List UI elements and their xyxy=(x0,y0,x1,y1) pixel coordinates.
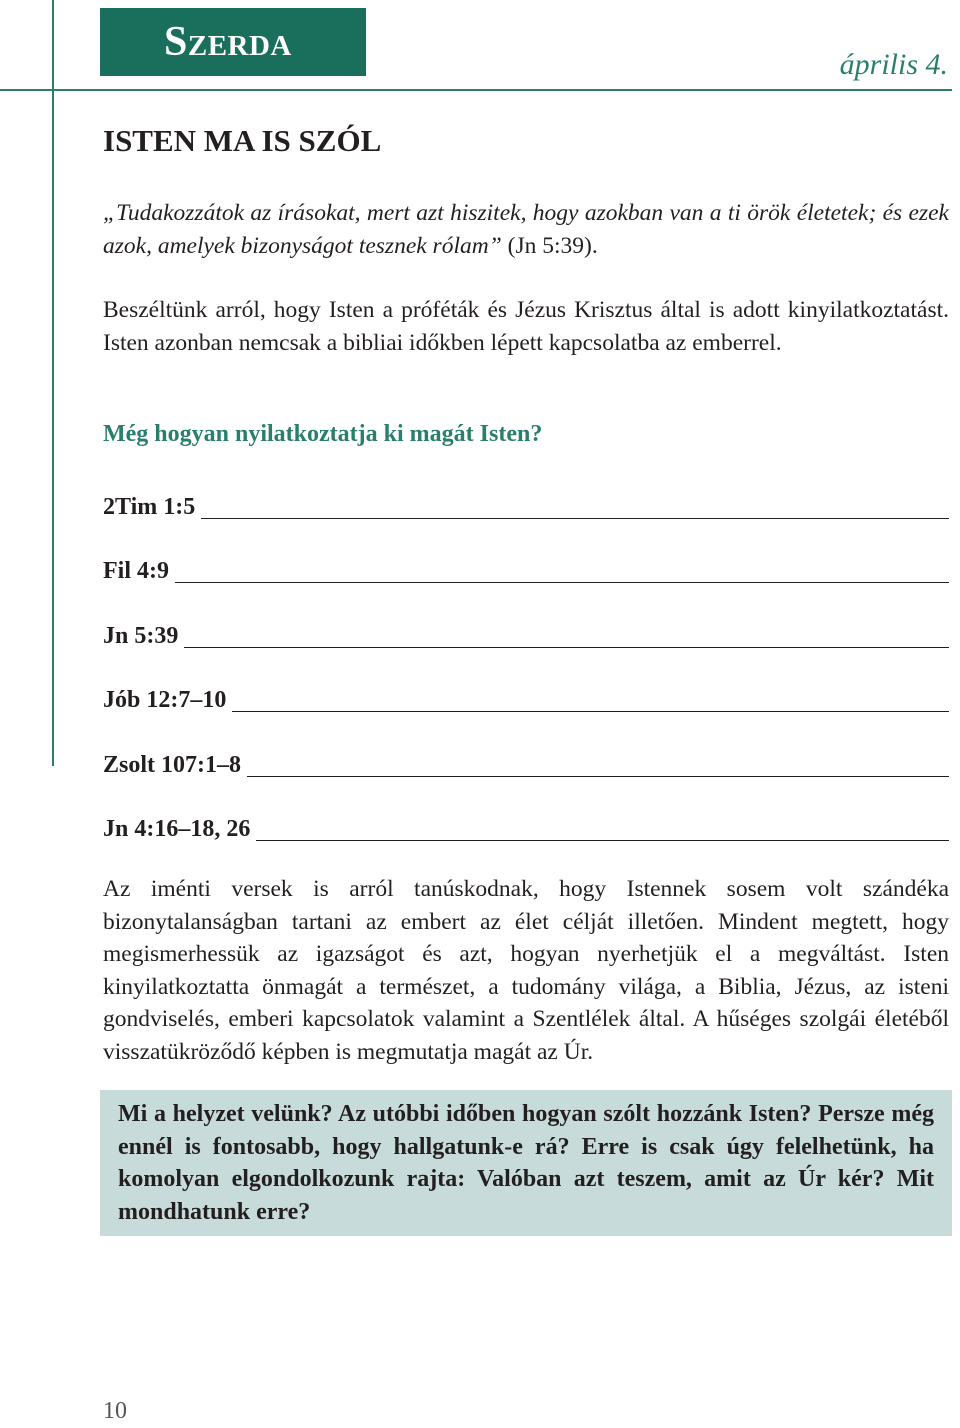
reference-row[interactable] xyxy=(103,487,949,521)
reference-row[interactable] xyxy=(103,809,949,843)
day-banner xyxy=(100,8,366,76)
answer-line[interactable] xyxy=(201,517,949,519)
page-number: 10 xyxy=(103,1398,127,1424)
reference-label: Jób 12:7–10 xyxy=(103,687,227,713)
header-rule-horizontal xyxy=(0,89,952,91)
study-question: Még hogyan nyilatkoztatja ki magát Isten? xyxy=(103,421,543,447)
key-verse-reference: (Jn 5:39). xyxy=(501,232,598,259)
reference-row[interactable] xyxy=(103,680,949,714)
reference-label: Jn 5:39 xyxy=(103,623,179,649)
reflection-box xyxy=(100,1090,952,1236)
reflection-text: Mi a helyzet velünk? Az utóbbi időben hogyan szólt hozzánk Isten? Persze még ennél is fontosabb, hogy hallgatunk-e rá? Erre is csak úgy felelhetünk, ha komolyan elgondolkozunk rajta: Valóban azt teszem, amit az Úr kér? Mit mondhatunk erre? xyxy=(118,1101,934,1225)
page-title: ISTEN MA IS SZÓL xyxy=(103,123,382,158)
reference-row[interactable] xyxy=(103,551,949,585)
reference-row[interactable] xyxy=(103,616,949,650)
answer-line[interactable] xyxy=(184,646,949,648)
day-label: Szerda xyxy=(164,19,292,65)
reference-row[interactable] xyxy=(103,745,949,779)
intro-paragraph: Beszéltünk arról, hogy Isten a próféták és Jézus Krisztus által is adott kinyilatkoztatást. Isten azonban nemcsak a bibliai időkben lépett kapcsolatba az emberrel. xyxy=(103,297,949,356)
key-verse xyxy=(103,197,949,262)
answer-line[interactable] xyxy=(232,710,949,712)
reference-label: Zsolt 107:1–8 xyxy=(103,752,241,778)
reference-label: 2Tim 1:5 xyxy=(103,494,196,520)
answer-line[interactable] xyxy=(175,581,949,583)
reference-label: Jn 4:16–18, 26 xyxy=(103,816,251,842)
margin-rule-vertical xyxy=(52,0,54,766)
summary-paragraph: Az iménti versek is arról tanúskodnak, hogy Istennek sosem volt szándéka bizonytalanságban tartani az embert az élet célját illetően. Mindent megtett, hogy megismerhessük az igazságot és azt, hogyan nyerhetjük el a megváltást. Isten kinyilatkoztatta önmagát a természet, a tudomány világa, a Biblia, Jézus, az isteni gondviselés, emberi kapcsolatok valamint a Szentlélek által. A hűséges szolgái életéből visszatükröződő képben is megmutatja magát az Úr. xyxy=(103,876,949,1065)
date-label: április 4. xyxy=(839,48,948,81)
reference-label: Fil 4:9 xyxy=(103,558,169,584)
answer-line[interactable] xyxy=(256,839,949,841)
key-verse-quote: „Tudakozzátok az írásokat, mert azt hiszitek, hogy azokban van a ti örök életetek; és ezek azok, amelyek bizonyságot tesznek rólam” xyxy=(103,200,949,259)
answer-line[interactable] xyxy=(247,775,949,777)
